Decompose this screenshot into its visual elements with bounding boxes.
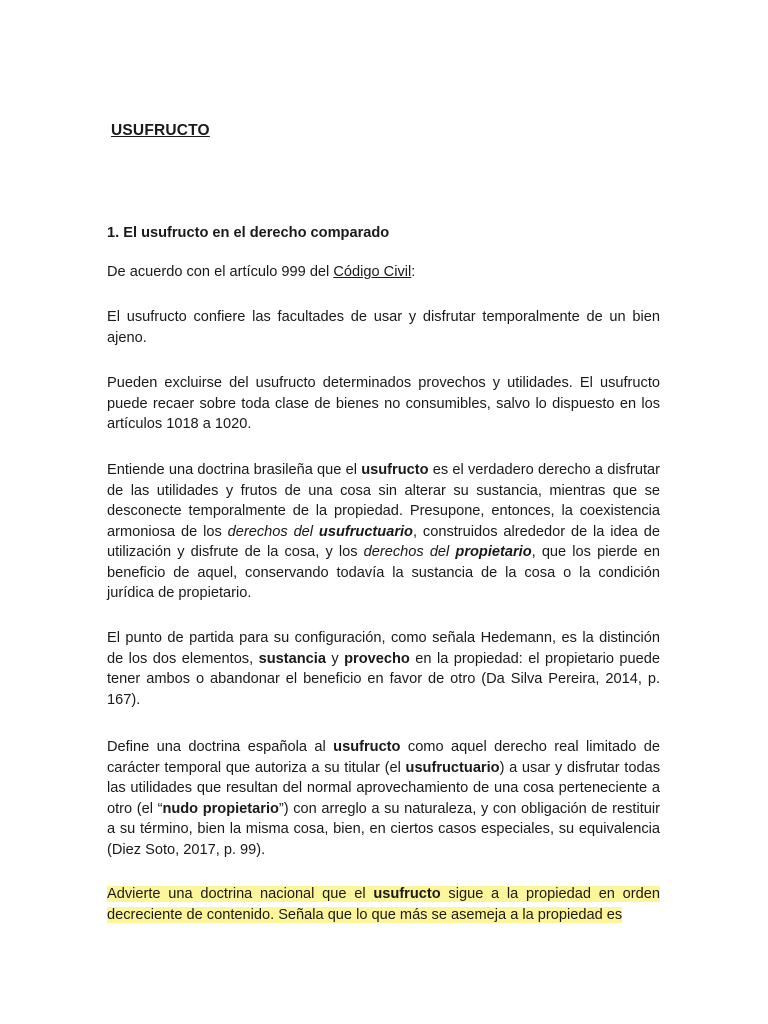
p6-text-e: ) a usar y disfrutar todas las utilidades que resultan del normal aprovechamiento de una cosa perteneciente a otro (el “ [107, 759, 660, 817]
paragraph-7-highlighted [107, 884, 660, 925]
paragraph-5 [107, 628, 660, 710]
p5-text-c: y [325, 650, 345, 667]
document-title: USUFRUCTO [111, 122, 210, 139]
p4-italic-derechos-2: derechos del [363, 544, 456, 560]
codigo-civil-link[interactable]: Código Civil [333, 264, 412, 280]
p4-text-i: , que los pierde en beneficio de aquel, conservando todavía la sustancia de la cosa o la condición jurídica de propietario. [107, 544, 660, 601]
p4-text-a: Entiende una doctrina brasileña que el [107, 462, 362, 478]
p6-text-c: como aquel derecho real limitado de carácter temporal que autoriza a su titular (el [107, 739, 660, 776]
p4-bolditalic-propietario: propietario [455, 544, 532, 560]
p6-bold-usufructuario: usufructuario [405, 759, 500, 776]
paragraph-2: El usufructo confiere las facultades de usar y disfrutar temporalmente de un bien ajeno. [107, 309, 660, 346]
p5-bold-provecho: provecho [344, 650, 410, 667]
paragraph-3: Pueden excluirse del usufructo determinados provechos y utilidades. El usufructo puede recaer sobre toda clase de bienes no consumibles, salvo lo dispuesto en los artículos 1018 a 1020. [107, 375, 660, 432]
section-heading: 1. El usufructo en el derecho comparado [107, 225, 390, 241]
p5-bold-sustancia: sustancia [258, 650, 326, 667]
p5-text-e: en la propiedad: el propietario puede tener ambos o abandonar el beneficio en favor de otro (Da Silva Pereira, 2014, p. 167). [107, 650, 660, 708]
p4-text-f: , construidos alrededor de la idea de utilización y disfrute de la cosa, y los [107, 523, 660, 560]
p5-text-a: El punto de partida para su configuración, como señala Hedemann, es la distinción de los dos elementos, [107, 630, 660, 667]
p6-text-g: ”) con arreglo a su naturaleza, y con obligación de restituir a su término, bien la misma cosa, bien, en ciertos casos especiales, su equivalencia (Diez Soto, 2017, p. 99). [107, 800, 660, 858]
paragraph-6 [107, 737, 660, 860]
paragraph-4 [107, 460, 660, 604]
p7-text-a: Advierte una doctrina nacional que el [107, 886, 374, 902]
p4-bold-usufructo: usufructo [361, 462, 429, 478]
p4-text-c: es el verdadero derecho a disfrutar de las utilidades y frutos de una cosa sin alterar su sustancia, mientras que se desconecte temporalmente de la propiedad. Presupone, entonces, la coexistencia armoniosa de los [107, 462, 661, 540]
p6-text-a: Define una doctrina española al [107, 739, 334, 755]
p7-text-c: sigue a la propiedad en orden decreciente de contenido. Señala que lo que más se asemeja a la propiedad es [107, 886, 661, 923]
paragraph-1-colon: : [411, 264, 416, 280]
p7-bold-usufructo: usufructo [373, 886, 441, 902]
p6-bold-usufructo: usufructo [333, 739, 401, 755]
p6-bold-nudo-propietario: nudo propietario [162, 800, 279, 817]
paragraph-1-text: De acuerdo con el artículo 999 del [107, 264, 334, 280]
paragraph-1 [107, 262, 660, 283]
p4-bolditalic-usufructuario: usufructuario [318, 523, 413, 540]
p4-italic-derechos-1: derechos del [227, 523, 319, 540]
